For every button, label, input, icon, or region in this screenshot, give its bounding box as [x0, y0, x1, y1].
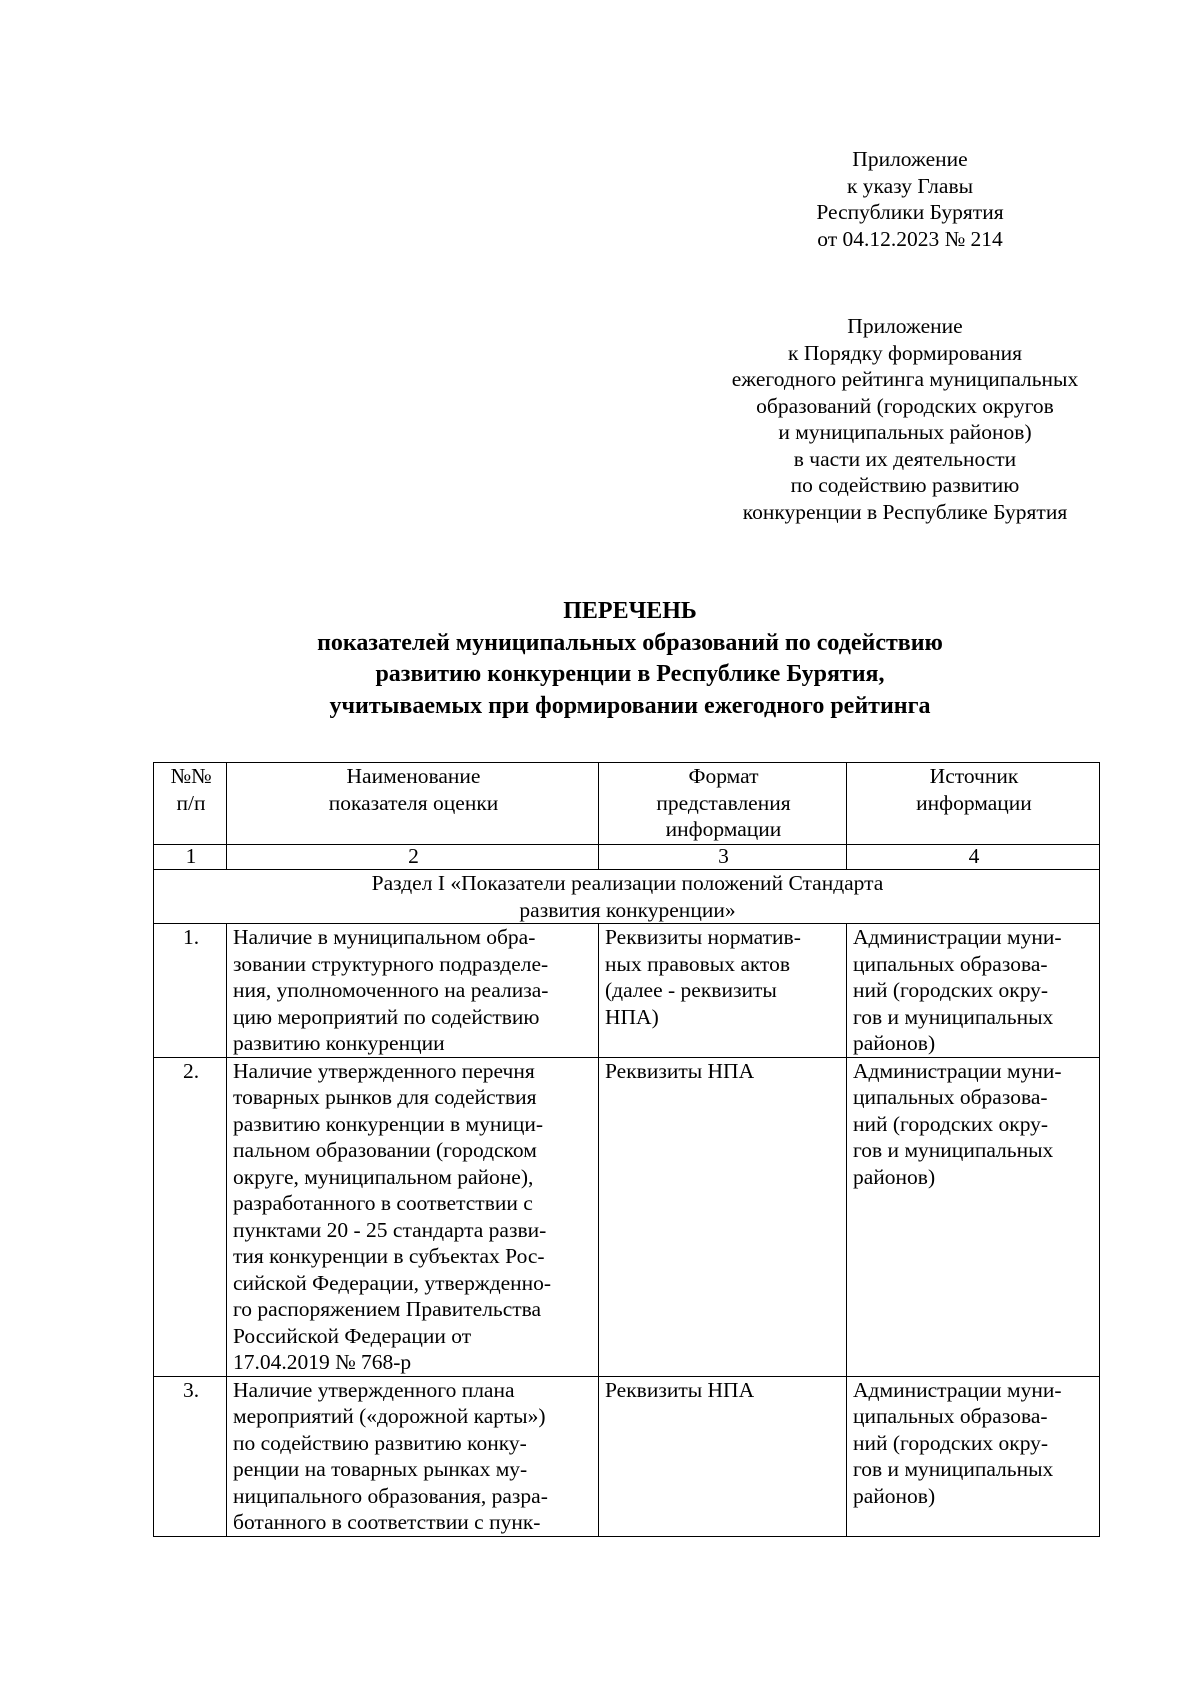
cell-line: районов) [853, 1483, 936, 1508]
stamp-line: в части их деятельности [793, 446, 1017, 471]
header-line: п/п [176, 790, 206, 815]
cell-line: ний (городских окру- [853, 1430, 1049, 1455]
cell-line: Российской Федерации от [233, 1323, 472, 1348]
cell-line: ципальных образова- [853, 1085, 1048, 1109]
section-line: Раздел I «Показатели реализации положений Стандарта [371, 871, 884, 895]
stamp-line: Приложение [847, 314, 963, 338]
column-number: 4 [847, 845, 1100, 870]
stamp-line: Республики Бурятия [816, 200, 1004, 224]
row-indicator [227, 924, 599, 1058]
cell-line: развитию конкуренции [233, 1031, 445, 1055]
cell-line: ренции на товарных рынках му- [233, 1457, 528, 1481]
cell-line: сийской Федерации, утвержденно- [233, 1270, 552, 1295]
cell-line: ний (городских окру- [853, 978, 1049, 1002]
section-title [154, 870, 1100, 924]
cell-line: разработанного в соответствии с [233, 1191, 533, 1215]
cell-line: пальном образовании (городском [233, 1138, 537, 1162]
row-format [599, 1376, 847, 1536]
column-number: 3 [599, 845, 847, 870]
cell-line: Наличие утвержденного плана [233, 1377, 515, 1402]
header-line: Источник [929, 764, 1019, 788]
cell-line: ных правовых актов [605, 951, 791, 976]
cell-line: цию мероприятий по содействию [233, 1004, 540, 1029]
cell-line: ботанного в соответствии с пунк- [233, 1510, 541, 1534]
section-line: развития конкуренции» [519, 897, 736, 922]
stamp-line: конкуренции в Республике Бурятия [742, 499, 1068, 524]
stamp-line: ежегодного рейтинга муниципальных [731, 367, 1079, 391]
appendix-to-decree-stamp [760, 146, 1060, 252]
stamp-line: образований (городских округов [756, 393, 1054, 418]
cell-line: Администрации муни- [853, 1058, 1062, 1083]
cell-line: гов и муниципальных [853, 1138, 1054, 1162]
cell-line: зовании структурного подразделе- [233, 951, 549, 976]
header-format [599, 763, 847, 845]
row-source [847, 1376, 1100, 1536]
document-subtitle-line: показателей муниципальных образований по содействию [317, 629, 943, 656]
row-number: 2. [154, 1057, 227, 1376]
document-title: ПЕРЕЧЕНЬ [563, 598, 697, 624]
row-format [599, 1057, 847, 1376]
section-row [154, 870, 1100, 924]
cell-line: мероприятий («дорожной карты») [233, 1404, 546, 1428]
header-line: показателя оценки [328, 790, 499, 815]
cell-line: районов) [853, 1164, 936, 1189]
cell-line: Администрации муни- [853, 1377, 1062, 1402]
header-line: Наименование [346, 764, 481, 788]
document-subtitle-line: учитываемых при формировании ежегодного рейтинга [329, 692, 931, 719]
appendix-to-order-stamp [680, 313, 1130, 525]
table-row [154, 1057, 1100, 1376]
cell-line: гов и муниципальных [853, 1457, 1054, 1481]
row-source [847, 1057, 1100, 1376]
cell-line: ципальных образова- [853, 1404, 1048, 1428]
cell-line: ципальных образова- [853, 951, 1048, 976]
cell-line: 17.04.2019 № 768-р [233, 1350, 412, 1374]
document-subtitle-line: развитию конкуренции в Республике Бурятия, [375, 661, 885, 687]
column-numbers-row [154, 845, 1100, 870]
cell-line: Реквизиты НПА [605, 1377, 755, 1402]
cell-line: районов) [853, 1031, 936, 1055]
header-line: №№ [170, 764, 212, 788]
indicators-table [153, 762, 1100, 1537]
stamp-line: к указу Главы [846, 173, 974, 198]
row-indicator [227, 1057, 599, 1376]
header-line: информации [665, 817, 782, 841]
row-number: 1. [154, 924, 227, 1058]
cell-line: ниципального образования, разра- [233, 1483, 548, 1508]
cell-line: ний (городских окру- [853, 1111, 1049, 1136]
stamp-line: к Порядку формирования [788, 340, 1022, 365]
cell-line: тия конкуренции в субъектах Рос- [233, 1244, 545, 1268]
table-header-row [154, 763, 1100, 845]
cell-line: Администрации муни- [853, 925, 1062, 949]
row-indicator [227, 1376, 599, 1536]
header-source [847, 763, 1100, 845]
cell-line: (далее - реквизиты [605, 978, 777, 1002]
cell-line: пунктами 20 - 25 стандарта разви- [233, 1217, 547, 1242]
document-heading [160, 596, 1100, 722]
cell-line: гов и муниципальных [853, 1004, 1054, 1029]
stamp-line: Приложение [852, 147, 968, 171]
cell-line: товарных рынков для содействия [233, 1085, 537, 1109]
table-row [154, 924, 1100, 1058]
stamp-line: от 04.12.2023 № 214 [817, 226, 1003, 251]
column-number: 1 [154, 845, 227, 870]
cell-line: по содействию развитию конку- [233, 1430, 527, 1455]
column-number: 2 [227, 845, 599, 870]
table-row [154, 1376, 1100, 1536]
row-number: 3. [154, 1376, 227, 1536]
header-indicator-name [227, 763, 599, 845]
cell-line: развитию конкуренции в муници- [233, 1111, 544, 1136]
cell-line: НПА) [605, 1004, 659, 1029]
stamp-line: и муниципальных районов) [778, 420, 1032, 444]
cell-line: го распоряжением Правительства [233, 1297, 542, 1321]
header-line: Формат [688, 764, 759, 788]
header-line: информации [916, 790, 1032, 815]
row-format [599, 924, 847, 1058]
row-source [847, 924, 1100, 1058]
stamp-line: по содействию развитию [790, 473, 1020, 497]
header-number [154, 763, 227, 845]
cell-line: Наличие утвержденного перечня [233, 1058, 535, 1083]
cell-line: Реквизиты НПА [605, 1058, 755, 1083]
cell-line: Реквизиты норматив- [605, 925, 801, 949]
cell-line: округе, муниципальном районе), [233, 1164, 534, 1189]
header-line: представления [656, 790, 791, 815]
cell-line: Наличие в муниципальном обра- [233, 925, 536, 949]
cell-line: ния, уполномоченного на реализа- [233, 978, 549, 1002]
